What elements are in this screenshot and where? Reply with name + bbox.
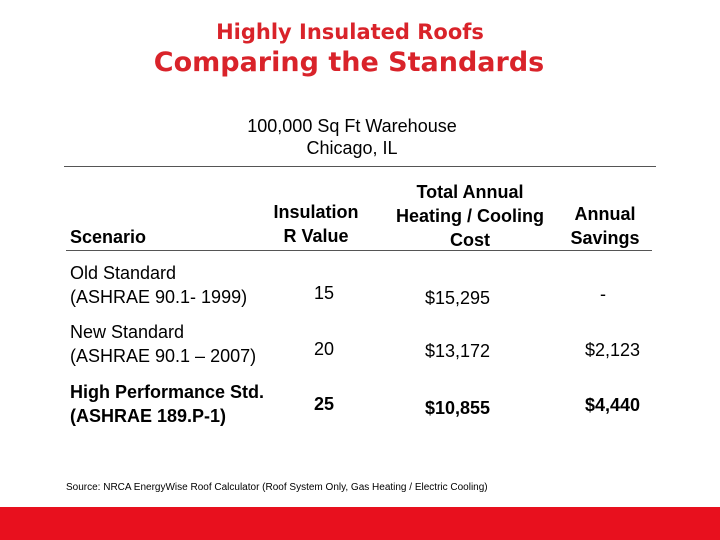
row-savings: $4,440 xyxy=(584,395,640,415)
row-rvalue: 25 xyxy=(314,394,335,414)
header-cost-line2: Heating / Cooling xyxy=(396,206,544,226)
row-scenario-standard: (ASHRAE 189.P-1) xyxy=(70,406,227,426)
row-scenario xyxy=(70,380,310,428)
slide-kicker: Highly Insulated Roofs xyxy=(216,20,484,44)
row-scenario-name: New Standard xyxy=(70,322,185,342)
row-scenario xyxy=(70,261,310,309)
header-cost-line3: Cost xyxy=(450,230,490,250)
row-rvalue: 20 xyxy=(314,339,335,359)
row-scenario xyxy=(70,320,310,368)
header-rvalue-line1: Insulation xyxy=(273,202,359,222)
context-line-2: Chicago, IL xyxy=(306,138,398,158)
row-savings: - xyxy=(600,284,606,304)
row-savings: $2,123 xyxy=(584,340,640,360)
row-scenario-name: Old Standard xyxy=(70,263,177,283)
row-scenario-name: High Performance Std. xyxy=(70,382,265,402)
footer-bar xyxy=(0,507,720,540)
header-cost xyxy=(382,180,558,252)
source-note: Source: NRCA EnergyWise Roof Calculator (Roof System Only, Gas Heating / Electric Cooling) xyxy=(66,482,488,493)
header-rvalue-line2: R Value xyxy=(283,226,349,246)
row-cost: $10,855 xyxy=(425,398,491,418)
row-scenario-standard: (ASHRAE 90.1- 1999) xyxy=(70,287,248,307)
row-cost: $15,295 xyxy=(425,288,491,308)
header-savings-line2: Savings xyxy=(570,228,640,248)
context-subtitle xyxy=(200,115,504,159)
row-scenario-standard: (ASHRAE 90.1 – 2007) xyxy=(70,346,257,366)
header-scenario: Scenario xyxy=(70,227,147,247)
header-savings xyxy=(558,202,652,250)
row-rvalue: 15 xyxy=(314,283,335,303)
header-rvalue xyxy=(256,200,376,248)
header-divider xyxy=(66,250,652,251)
top-divider xyxy=(64,166,656,167)
slide-title: Comparing the Standards xyxy=(153,47,545,78)
context-line-1: 100,000 Sq Ft Warehouse xyxy=(247,116,457,136)
row-cost: $13,172 xyxy=(425,341,491,361)
header-cost-line1: Total Annual xyxy=(416,182,524,202)
header-savings-line1: Annual xyxy=(574,204,636,224)
